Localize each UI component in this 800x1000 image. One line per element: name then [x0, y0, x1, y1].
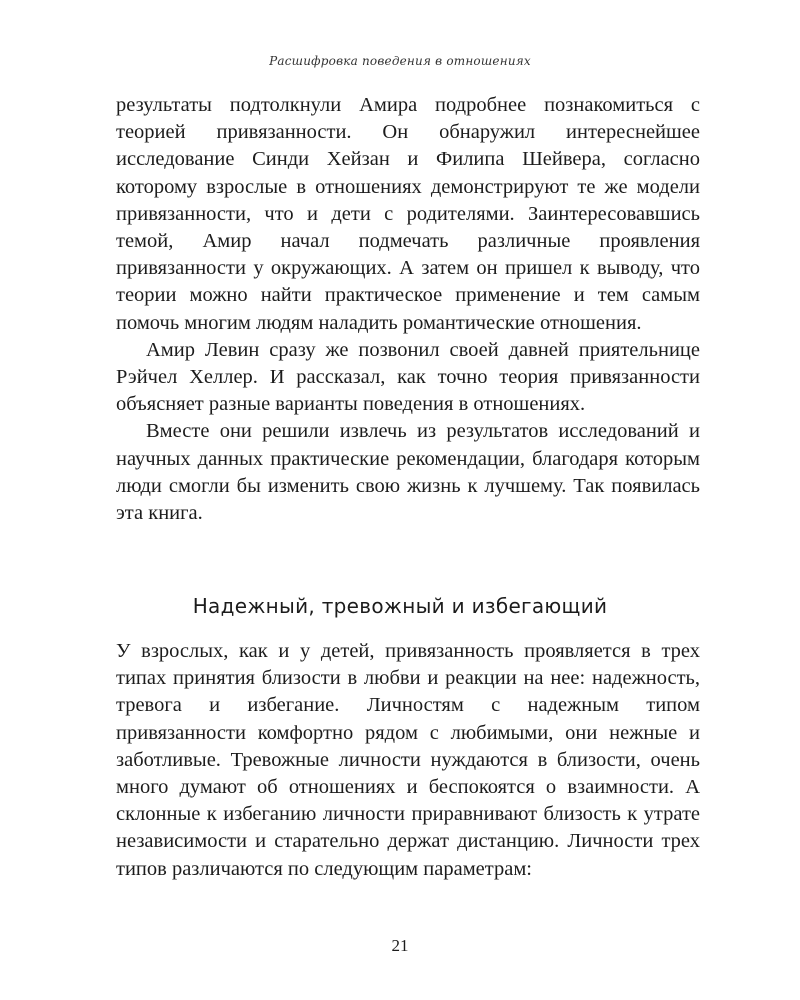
body-paragraph: Амир Левин сразу же позвонил своей давней приятельнице Рэйчел Хеллер. И рассказал, как точно теория привязанности объясняет разные варианты поведения в отношениях.: [116, 338, 700, 416]
page-number: 21: [391, 936, 409, 955]
section-heading: Надежный, тревожный и избегающий: [192, 594, 608, 618]
running-header: Расшифровка поведения в отношениях: [269, 54, 531, 68]
body-text-block: [116, 92, 700, 527]
section-paragraph: У взрослых, как и у детей, привязанность проявляется в трех типах принятия близости в любви и реакции на нее: надежность, тревога и избегание. Личностям с надежным типом привязанности комфортно рядом с любимыми, они нежные и заботливые. Тревожные личности нуждаются в близости, очень много думают об отношениях и беспокоятся о взаимности. А склонные к избеганию личности приравнивают близость к утрате независимости и старательно держат дистанцию. Личности трех типов различаются по следующим параметрам:: [116, 640, 700, 880]
section-text-block: [116, 638, 700, 883]
body-paragraph: Вместе они решили извлечь из результатов исследований и научных данных практические рекомендации, благодаря которым люди смогли бы изменить свою жизнь к лучшему. Так появилась эта книга.: [116, 420, 700, 525]
body-paragraph: результаты подтолкнули Амира подробнее познакомиться с теорией привязанности. Он обнаружил интереснейшее исследование Синди Хейзан и Филипа Шейвера, согласно которому взрослые в отношениях демонстрируют те же модели привязанности, что и дети с родителями. Заинтересовавшись темой, Амир начал подмечать различные проявления привязанности у окружающих. А затем он пришел к выводу, что теории можно найти практическое применение и тем самым помочь многим людям наладить романтические отношения.: [116, 94, 700, 334]
